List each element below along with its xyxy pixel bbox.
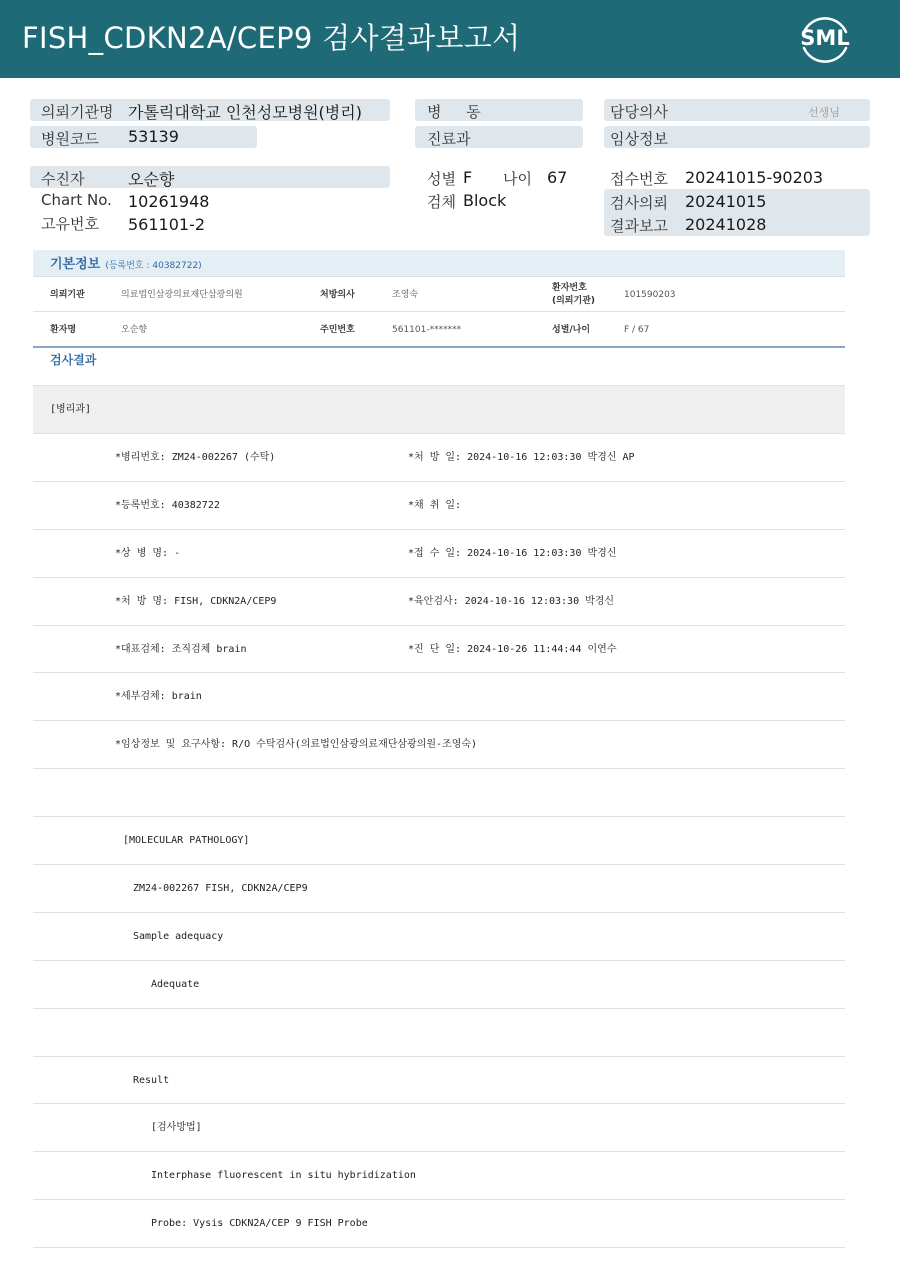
info-key: 의뢰기관: [50, 290, 85, 300]
result-line-text: [MOLECULAR PATHOLOGY]: [123, 835, 250, 847]
chart-label: Chart No.: [41, 191, 112, 209]
info-value: 오순향: [121, 325, 148, 335]
result-line-text: Interphase fluorescent in situ hybridization: [151, 1170, 416, 1182]
result-field: *처 방 명: FISH, CDKN2A/CEP9: [115, 595, 277, 607]
result-line-text: Adequate: [151, 978, 200, 990]
result-row: [33, 626, 845, 674]
result-field: *대표검체: 조직검체 brain: [115, 643, 247, 655]
result-field: *상 병 명: -: [115, 547, 181, 559]
specimen-label: 검체: [427, 193, 456, 211]
info-value: 561101-*******: [392, 325, 462, 335]
age-label: 나이: [503, 170, 532, 188]
request-value: 20241015: [685, 192, 767, 211]
result-line: [33, 817, 845, 865]
doctor-suffix: 선생님: [808, 106, 840, 119]
result-field: *등록번호: 40382722: [115, 499, 220, 511]
unique-label: 고유번호: [41, 215, 99, 233]
receipt-value: 20241015-90203: [685, 168, 824, 187]
institution-value: 가톨릭대학교 인천성모병원(병리): [128, 103, 362, 122]
clinical-label: 임상정보: [610, 130, 668, 148]
report-title: FISH_CDKN2A/CEP9 검사결과보고서: [22, 21, 521, 55]
request-label: 검사의뢰: [610, 194, 668, 212]
info-key: 환자번호: [552, 283, 587, 293]
info-key: 처방의사: [320, 290, 355, 300]
info-value: 의료법인삼광의료재단삼광의원: [121, 290, 243, 300]
chart-value: 10261948: [128, 192, 210, 211]
receipt-label: 접수번호: [610, 170, 668, 188]
sml-logo: [796, 12, 854, 66]
result-row: [33, 673, 845, 721]
info-value: 101590203: [624, 290, 676, 300]
basic-info-reg-note: (등록번호 : 40382722): [105, 261, 202, 271]
specimen-value: Block: [463, 191, 507, 210]
dept-label: 진료과: [427, 130, 471, 148]
result-line: [33, 1200, 845, 1248]
result-line: [33, 913, 845, 961]
info-value: F / 67: [624, 325, 650, 335]
logo-text: SML: [800, 26, 850, 50]
result-row: [33, 578, 845, 626]
result-line: [33, 1152, 845, 1200]
age-value: 67: [547, 168, 568, 187]
result-field: *임상정보 및 요구사항: R/O 수탁검사(의료법인삼광의료재단삼광의원-조영숙): [115, 739, 478, 751]
basic-info-panel: [33, 250, 845, 348]
result-row: [33, 482, 845, 530]
result-field: *처 방 일: 2024-10-16 12:03:30 박경신 AP: [408, 452, 635, 463]
unique-value: 561101-2: [128, 215, 206, 234]
info-key: 주민번호: [320, 325, 355, 335]
patient-label: 수진자: [41, 170, 85, 188]
basic-info-title: 기본정보: [50, 257, 101, 272]
report-label: 결과보고: [610, 217, 668, 235]
report-header: [0, 0, 900, 78]
result-line-text: Result: [133, 1074, 170, 1086]
info-value: 조영숙: [392, 290, 419, 300]
result-line-text: Sample adequacy: [133, 930, 224, 942]
result-field: *육안검사: 2024-10-16 12:03:30 박경신: [408, 595, 615, 607]
result-field: *접 수 일: 2024-10-16 12:03:30 박경신: [408, 547, 617, 559]
info-key: (의뢰기관): [552, 296, 596, 306]
result-line: [33, 769, 845, 817]
results-list: [33, 434, 845, 1248]
result-line-text: [검사방법]: [151, 1122, 202, 1134]
sex-label: 성별: [427, 170, 456, 188]
info-key: 환자명: [50, 325, 77, 335]
result-field: *병리번호: ZM24-002267 (수탁): [115, 452, 276, 463]
result-field: *진 단 일: 2024-10-26 11:44:44 이연수: [408, 643, 617, 655]
result-line: [33, 1104, 845, 1152]
result-row: [33, 530, 845, 578]
result-line-text: Probe: Vysis CDKN2A/CEP 9 FISH Probe: [151, 1218, 368, 1230]
result-line: [33, 1057, 845, 1105]
result-line-text: ZM24-002267 FISH, CDKN2A/CEP9: [133, 883, 308, 895]
info-row: [33, 276, 845, 312]
doctor-label: 담당의사: [610, 103, 668, 121]
results-dept: [병리과]: [33, 386, 845, 434]
info-key: 성별/나이: [552, 325, 591, 335]
result-field: *세부검체: brain: [115, 691, 202, 703]
result-field: *채 취 일:: [408, 499, 462, 511]
result-line: [33, 1009, 845, 1057]
result-line: [33, 961, 845, 1009]
results-title: 검사결과: [33, 337, 845, 386]
hospital-code-label: 병원코드: [41, 130, 99, 148]
result-line: [33, 865, 845, 913]
result-row: [33, 721, 845, 769]
result-row: [33, 434, 845, 482]
sex-value: F: [463, 168, 473, 187]
basic-info-header: [33, 250, 845, 276]
ward-label: 병 동: [427, 103, 491, 121]
report-value: 20241028: [685, 215, 767, 234]
patient-value: 오순향: [128, 170, 175, 189]
hospital-code-value: 53139: [128, 127, 179, 146]
institution-label: 의뢰기관명: [41, 103, 114, 121]
